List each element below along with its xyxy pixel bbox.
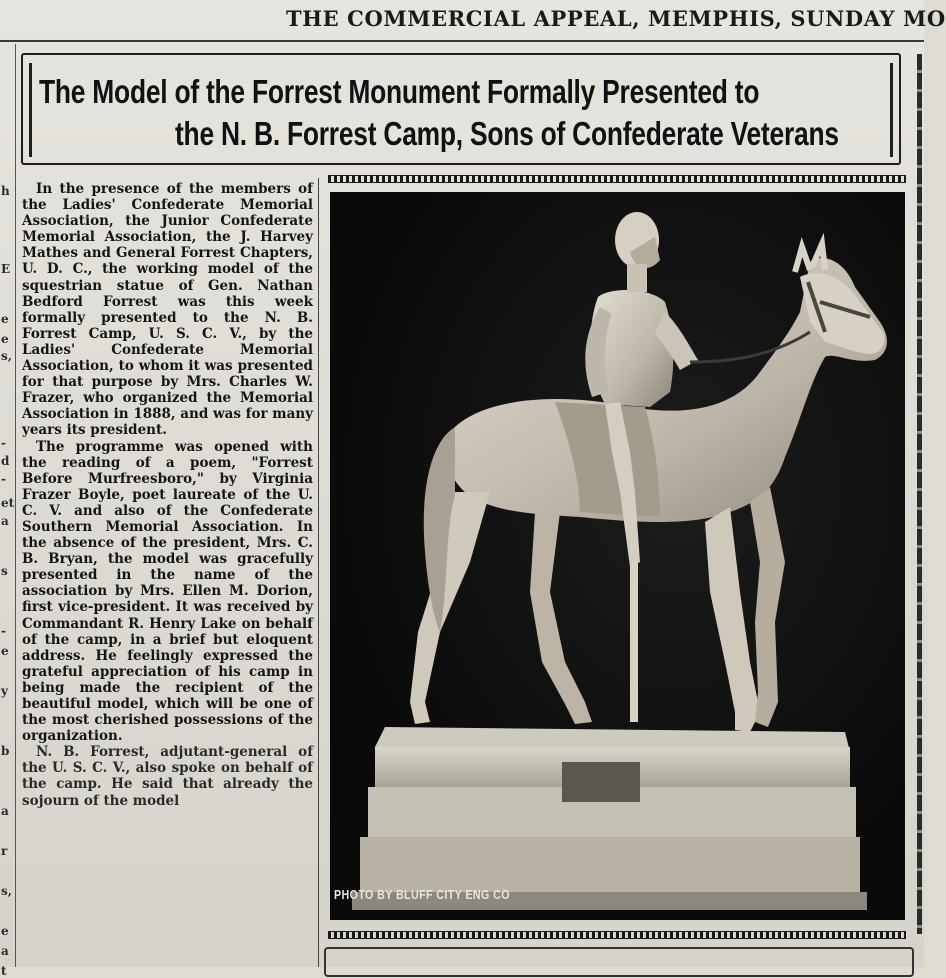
photo-credit: PHOTO BY BLUFF CITY ENG CO xyxy=(334,887,510,902)
article-paragraph: N. B. Forrest, adjutant-general of the U. S. C. V., also spoke on behalf of the camp. He said that already the sojourn of the model xyxy=(22,744,313,809)
article-body xyxy=(22,181,313,967)
left-fragment: et xyxy=(1,496,15,510)
left-fragment: e xyxy=(1,924,9,938)
headline-box xyxy=(21,53,901,165)
article-paragraph: The programme was opened with the reading of a poem, "Forrest Before Murfreesboro," by Virginia Frazer Boyle, poet laureate of the U. C. V. and also of the Confederate Southern Memorial Association. In the absence of the president, Mrs. C. B. Bryan, the model was gracefully presented in the name of the association by Mrs. Ellen M. Dorion, first vice-president. It was received by Commandant R. Henry Lake on behalf of the camp, in a brief but eloquent address. He feelingly expressed the grateful appreciation of his camp in being made the recipient of the beautiful model, which will be one of the most cherished possessions of the organization. xyxy=(22,438,313,745)
article-paragraph: In the presence of the members of the Ladies' Confederate Memorial Association, the Junior Confederate Memorial Association, the J. Harvey Mathes and General Forrest Chapters, U. D. C., the working model of the squestrian statue of Gen. Nathan Bedford Forrest was this week formally presented to the N. B. Forrest Camp, U. S. C. V., by the Ladies' Confederate Memorial Association, to whom it was presented for that purpose by Mrs. Charles W. Frazer, who organized the Memorial Association in 1888, and was for many years its president. xyxy=(22,181,313,439)
next-article-box xyxy=(324,947,914,977)
masthead: THE COMMERCIAL APPEAL, MEMPHIS, SUNDAY MO xyxy=(286,6,946,31)
headline-box-ornament xyxy=(890,63,893,157)
left-fragment: e xyxy=(1,332,9,346)
left-fragment: e xyxy=(1,312,9,326)
horse-leg-back-left xyxy=(530,512,592,724)
headline-line-1: The Model of the Forrest Monument Formally Presented to xyxy=(39,73,760,110)
left-fragment: d xyxy=(1,454,10,468)
left-fragment: - xyxy=(1,472,6,486)
left-fragment: r xyxy=(1,844,8,858)
headline-box-ornament xyxy=(29,63,32,157)
right-edge-bar xyxy=(917,54,922,934)
left-fragment: s, xyxy=(1,349,12,363)
left-fragment: y xyxy=(1,684,8,698)
left-fragment: b xyxy=(1,744,10,758)
equestrian-statue-illustration xyxy=(330,192,905,920)
left-fragment: t xyxy=(1,964,7,978)
left-fragment: a xyxy=(1,804,9,818)
left-fragment: E xyxy=(1,262,11,276)
left-fragment: h xyxy=(1,184,10,198)
pedestal-lower xyxy=(360,837,860,892)
rider-sword xyxy=(630,562,638,722)
decorative-rule xyxy=(328,175,906,183)
horse-leg-back-right xyxy=(410,492,490,724)
left-fragment: s, xyxy=(1,884,12,898)
column-rule xyxy=(318,178,319,967)
headline-line-2: the N. B. Forrest Camp, Sons of Confederate Veterans xyxy=(175,115,839,152)
rider-neck xyxy=(627,264,647,292)
left-fragment: - xyxy=(1,624,6,638)
monument-model-photo xyxy=(330,192,905,920)
horse-leg-front-right xyxy=(705,507,760,732)
left-fragment: a xyxy=(1,514,9,528)
left-fragment: - xyxy=(1,436,6,450)
left-fragment: a xyxy=(1,944,9,958)
right-column-edge xyxy=(913,44,924,967)
column-rule xyxy=(15,44,16,967)
left-fragment: e xyxy=(1,644,9,658)
decorative-rule xyxy=(328,931,906,939)
left-fragment: s xyxy=(1,564,8,578)
left-column-edge xyxy=(0,44,15,978)
masthead-rule xyxy=(0,40,924,42)
pedestal-plaque xyxy=(562,762,640,802)
